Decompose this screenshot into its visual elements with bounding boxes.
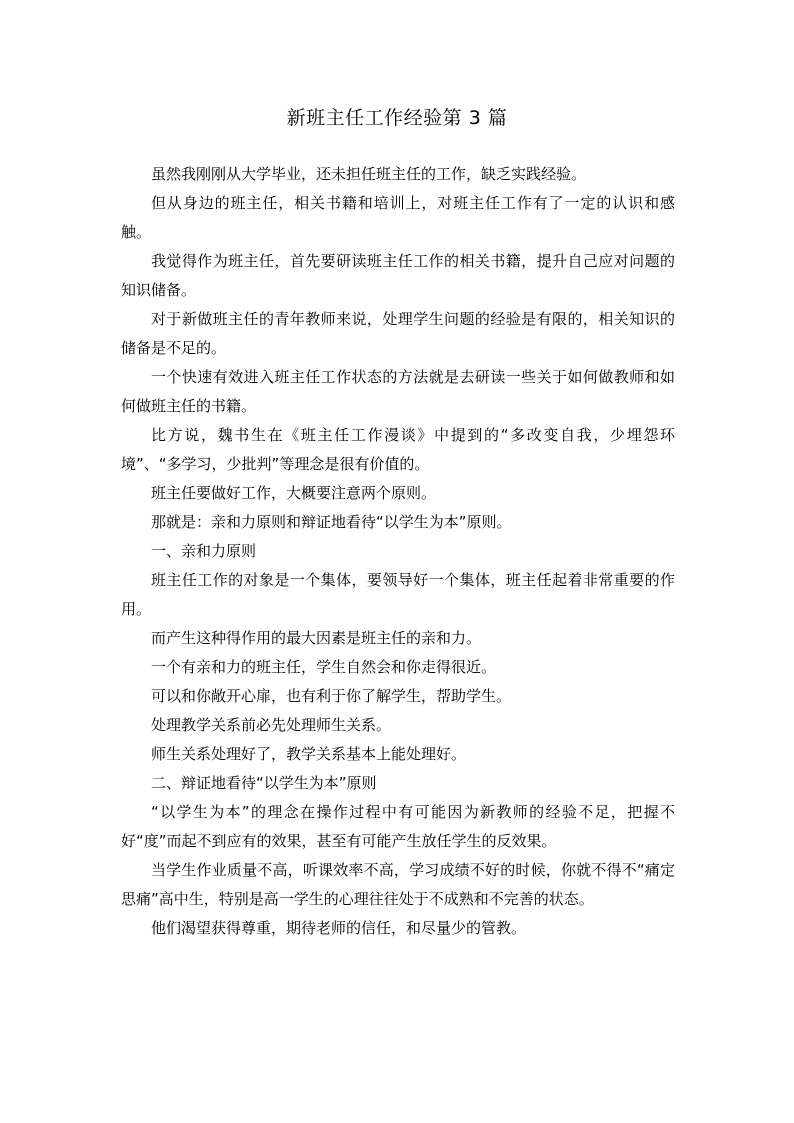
paragraph: 班主任要做好工作，大概要注意两个原则。: [151, 484, 437, 502]
paragraph: 我觉得作为班主任，首先要研读班主任工作的相关书籍，提升自己应对问题的知识储备。: [121, 252, 675, 299]
paragraph: 那就是：亲和力原则和辩证地看待“以学生为本”原则。: [151, 513, 512, 531]
paragraph: 比方说，魏书生在《班主任工作漫谈》中提到的“多改变自我，少埋怨环境”、“多学习，少批判”等理念是很有价值的。: [121, 426, 675, 473]
paragraph: 当学生作业质量不高，听课效率不高，学习成绩不好的时候，你就不得不“痛定思痛”高中生，特别是高一学生的心理往往处于不成熟和不完善的状态。: [121, 861, 675, 908]
paragraph: 虽然我刚刚从大学毕业，还未担任班主任的工作，缺乏实践经验。: [151, 165, 587, 183]
paragraph: “以学生为本”的理念在操作过程中有可能因为新教师的经验不足，把握不好“度”而起不到应有的效果，甚至有可能产生放任学生的反效果。: [121, 803, 675, 850]
paragraph: 师生关系处理好了，教学关系基本上能处理好。: [151, 745, 467, 763]
paragraph: 而产生这种得作用的最大因素是班主任的亲和力。: [151, 629, 482, 647]
paragraph: 班主任工作的对象是一个集体，要领导好一个集体，班主任起着非常重要的作用。: [121, 571, 675, 618]
paragraph: 他们渴望获得尊重，期待老师的信任，和尽量少的管教。: [151, 919, 527, 937]
section-heading: 二、辩证地看待“以学生为本”原则: [151, 774, 377, 792]
section-heading: 一、亲和力原则: [151, 542, 257, 560]
paragraph: 可以和你敞开心扉，也有利于你了解学生，帮助学生。: [151, 687, 512, 705]
paragraph: 一个快速有效进入班主任工作状态的方法就是去研读一些关于如何做教师和如何做班主任的书籍。: [121, 368, 675, 415]
document-title: 新班主任工作经验第 3 篇: [286, 107, 508, 129]
paragraph: 但从身边的班主任，相关书籍和培训上，对班主任工作有了一定的认识和感触。: [121, 194, 675, 241]
paragraph: 对于新做班主任的青年教师来说，处理学生问题的经验是有限的，相关知识的储备是不足的。: [121, 310, 675, 357]
paragraph: 一个有亲和力的班主任，学生自然会和你走得很近。: [151, 658, 497, 676]
paragraph: 处理教学关系前必先处理师生关系。: [151, 716, 392, 734]
document-body: [121, 160, 675, 943]
